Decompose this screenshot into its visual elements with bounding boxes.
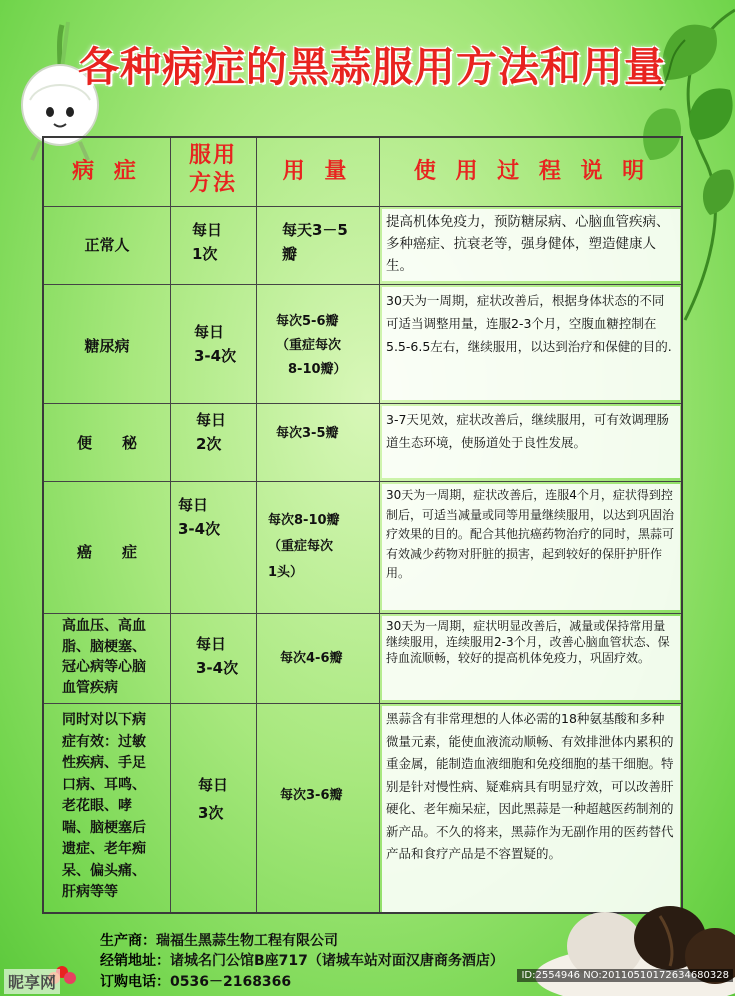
row5-dosage	[280, 647, 343, 671]
method-text: 3-4次	[178, 520, 221, 538]
header-method	[170, 142, 256, 198]
condition-text: 老花眼、哮	[62, 798, 132, 814]
method-text: 每日	[178, 496, 209, 514]
row5-method	[196, 632, 238, 680]
address-label: 经销地址：	[100, 953, 170, 969]
condition-text: 血管疾病	[62, 679, 118, 696]
dosage-text: （重症每次	[276, 338, 342, 353]
header-method-line1: 服用	[188, 143, 237, 168]
row6-description: 黑蒜含有非常理想的人体必需的18种氨基酸和多种微量元素，能使血液流动顺畅、有效排泄体内累积的重金属，能制造血液细胞和免疫细胞的基干细胞。特别是针对慢性病、疑难病具有明显疗效，可以改善肝硬化、老年痴呆症，因此黑蒜是一种超越医药制剂的新产品。不久的将来，黑蒜作为无副作用的医药替代产品和食疗产品是不容置疑的。	[382, 706, 680, 912]
watermark-id: ID:2554946 NO:20110510172634680328	[517, 969, 733, 982]
header-method-line2: 方法	[188, 171, 237, 196]
condition-text: 喘、脑梗塞后	[62, 819, 146, 836]
row4-condition	[44, 540, 170, 564]
condition-text: 癌 症	[76, 543, 137, 561]
row5-description: 30天为一周期，症状明显改善后，减量或保持常用量继续服用，连续服用2-3个月，改善心脑血管状态、保持血流顺畅，较好的提高机体免疫力，巩固疗效。	[382, 616, 680, 700]
row4-description: 30天为一周期，症状改善后，连服4个月，症状得到控制后，可适当减量或同等用量继续服用，以达到巩固治疗效果的目的。配合其他抗癌药物治疗的同时，黑蒜可有效减少药物对肝脏的损害，起到较好的保肝护肝作用。	[382, 484, 680, 610]
condition-text: 呆、偏头痛、	[62, 862, 146, 879]
phone-number: 0536－2168366	[170, 974, 292, 990]
method-text: 每日	[194, 323, 225, 341]
row3-description: 3-7天见效，症状改善后，继续服用，可有效调理肠道生态环境，使肠道处于良性发展。	[382, 406, 680, 478]
footer-address	[100, 950, 504, 970]
header-dosage: 用 量	[282, 159, 353, 184]
condition-text: 同时对以下病	[62, 712, 146, 728]
row5-condition	[62, 616, 146, 698]
footer-producer	[100, 930, 338, 950]
producer-label: 生产商：	[100, 933, 156, 949]
dosage-table	[42, 136, 683, 914]
condition-text: 性疾病、手足	[62, 755, 146, 771]
header-description: 使 用 过 程 说 明	[413, 159, 651, 184]
condition-text: 症有效：过敏	[62, 733, 146, 750]
dosage-text: 每次3-5瓣	[276, 426, 339, 441]
row1-method	[192, 218, 222, 266]
method-text: 3次	[198, 804, 224, 822]
condition-text: 糖尿病	[84, 337, 130, 355]
row3-dosage	[276, 422, 339, 446]
row2-condition	[44, 334, 170, 358]
row2-dosage	[276, 310, 347, 382]
method-text: 3-4次	[194, 347, 237, 365]
dosage-text: 1头）	[268, 565, 304, 580]
method-text: 每日	[198, 776, 229, 794]
row1-dosage	[282, 218, 348, 266]
condition-text: 口病、耳鸣、	[62, 776, 146, 793]
phone-label: 订购电话：	[100, 974, 170, 990]
header-condition: 病 症	[72, 159, 142, 184]
row6-condition	[62, 710, 146, 904]
row3-condition	[44, 431, 170, 455]
producer-name: 瑞福生黑蒜生物工程有限公司	[156, 933, 338, 949]
row2-description: 30天为一周期，症状改善后，根据身体状态的不同可适当调整用量，连服2-3个月，空腹血糖控制在5.5-6.5左右，继续服用，以达到治疗和保健的目的.	[382, 287, 680, 400]
method-text: 每日	[192, 221, 223, 239]
dosage-text: 每次4-6瓣	[280, 651, 343, 666]
condition-text: 肝病等等	[62, 884, 118, 900]
condition-text: 正常人	[84, 236, 130, 254]
row3-method	[196, 408, 226, 456]
row4-dosage	[268, 508, 340, 586]
method-text: 每日	[196, 635, 227, 653]
dosage-text: 每次5-6瓣	[276, 314, 339, 329]
page-title: 各种病症的黑蒜服用方法和用量	[78, 43, 666, 91]
row6-method	[198, 771, 228, 827]
row4-method	[178, 493, 220, 541]
row1-description: 提高机体免疫力，预防糖尿病、心脑血管疾病、多种癌症、抗衰老等，强身健体，塑造健康人生。	[382, 209, 680, 281]
dosage-text: 瓣	[282, 245, 298, 263]
method-text: 2次	[196, 435, 222, 453]
condition-text: 遗症、老年痴	[62, 841, 146, 857]
watermark-site: 昵享网	[4, 969, 60, 994]
address-text: 诸城名门公馆B座717（诸城车站对面汉唐商务酒店）	[170, 953, 504, 969]
dosage-text: 每次3-6瓣	[280, 788, 343, 803]
row1-condition	[44, 233, 170, 257]
condition-text: 脂、脑梗塞、	[62, 638, 146, 655]
row2-method	[194, 320, 236, 368]
condition-text: 冠心病等心脑	[62, 659, 146, 675]
condition-text: 高血压、高血	[62, 618, 146, 634]
method-text: 1次	[192, 245, 218, 263]
method-text: 每日	[196, 411, 227, 429]
dosage-text: （重症每次	[268, 539, 334, 554]
row6-dosage	[280, 784, 343, 808]
method-text: 3-4次	[196, 659, 239, 677]
footer-phone	[100, 971, 291, 991]
condition-text: 便 秘	[76, 434, 137, 452]
dosage-text: 每天3－5	[282, 221, 348, 239]
dosage-text: 每次8-10瓣	[268, 513, 340, 528]
dosage-text: 8-10瓣）	[288, 362, 347, 377]
